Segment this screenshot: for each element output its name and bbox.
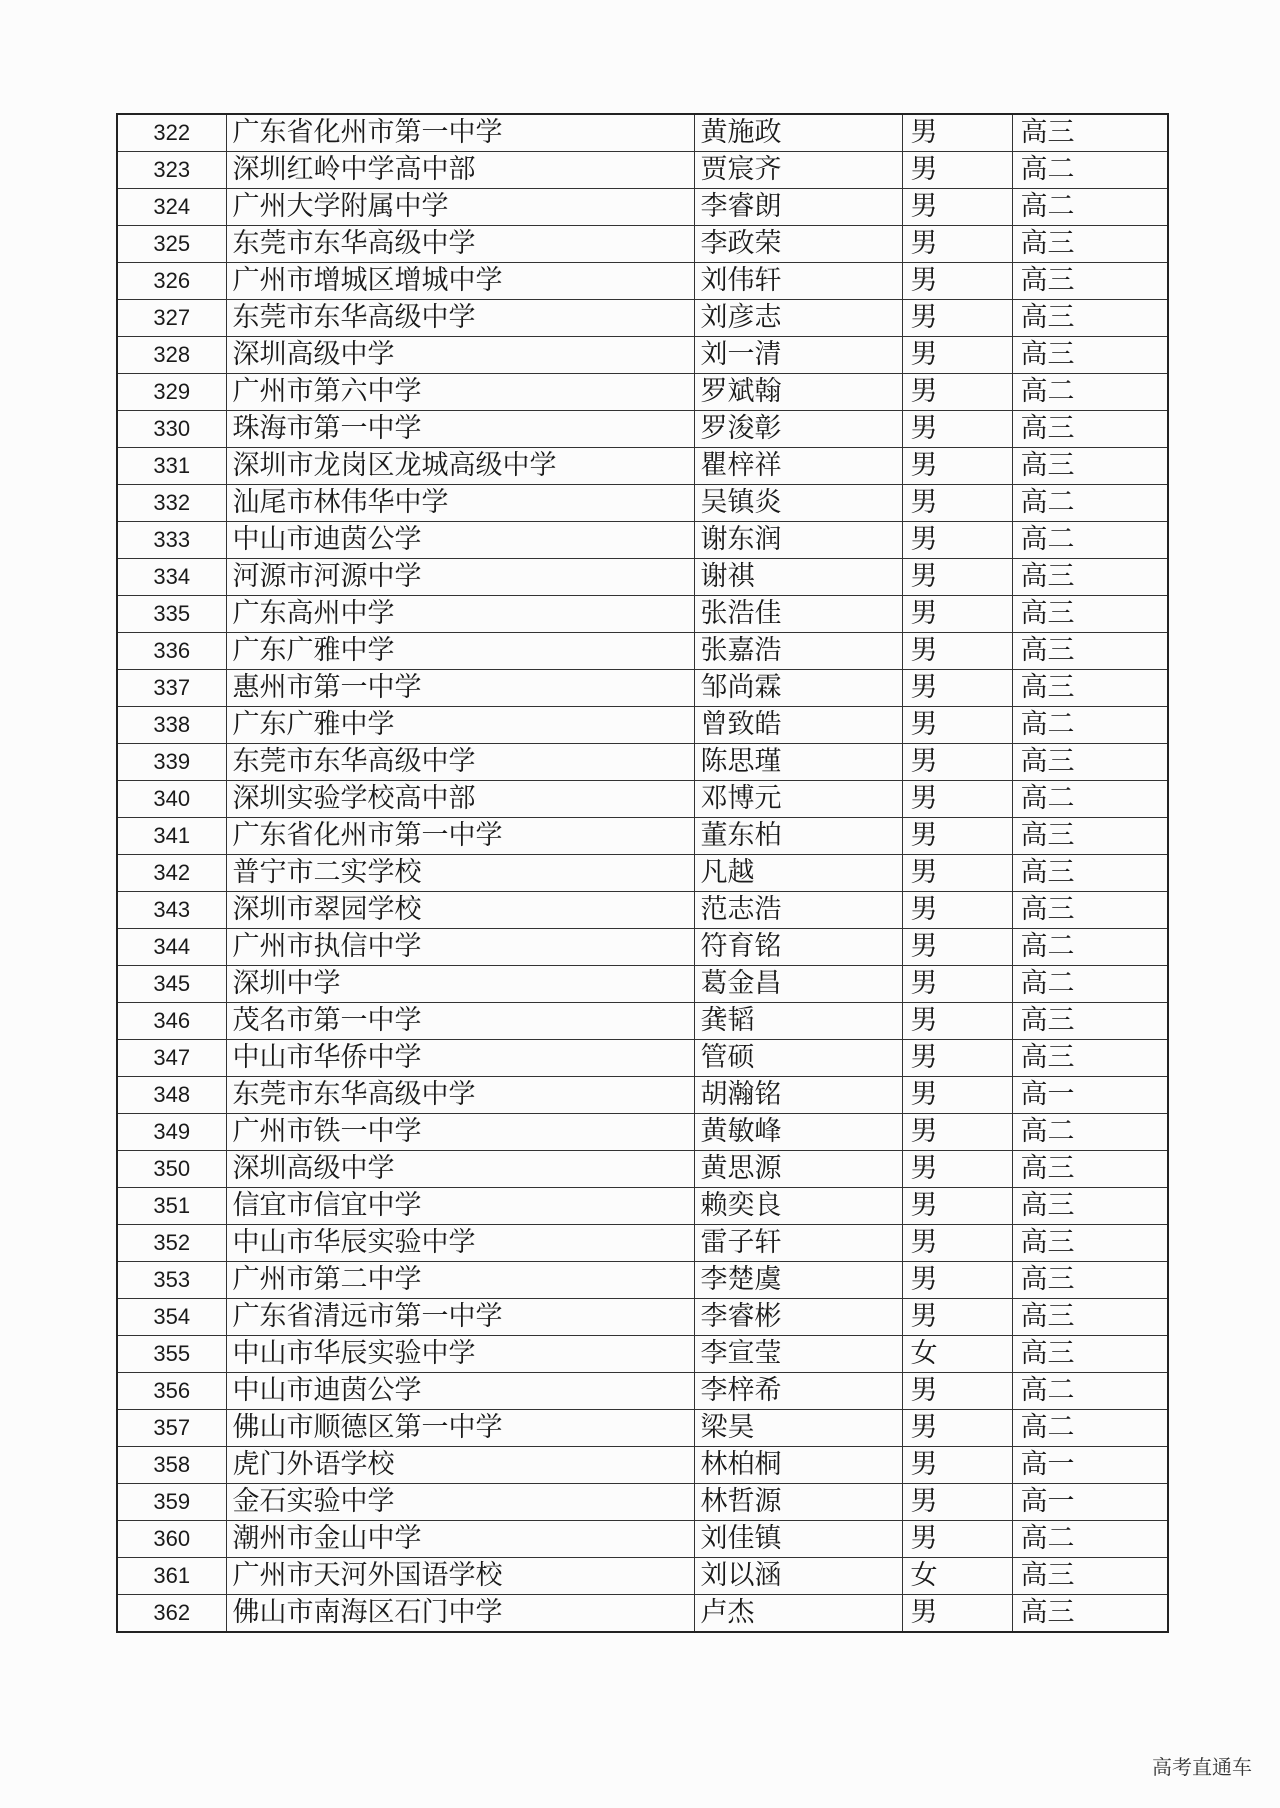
gender-cell: 男 — [902, 1595, 1012, 1633]
gender-cell: 女 — [902, 1336, 1012, 1373]
table-row — [117, 189, 1168, 226]
table-row — [117, 1262, 1168, 1299]
school-cell: 普宁市二实学校 — [226, 855, 694, 892]
roster-rows — [117, 114, 1168, 1632]
gender-cell: 男 — [902, 226, 1012, 263]
gender-cell: 男 — [902, 411, 1012, 448]
row-number: 339 — [117, 744, 226, 781]
school-cell: 中山市华辰实验中学 — [226, 1336, 694, 1373]
gender-cell: 男 — [902, 1077, 1012, 1114]
row-number: 359 — [117, 1484, 226, 1521]
grade-cell: 高三 — [1012, 114, 1168, 152]
gender-cell: 男 — [902, 966, 1012, 1003]
school-cell: 佛山市顺德区第一中学 — [226, 1410, 694, 1447]
school-cell: 广东省化州市第一中学 — [226, 114, 694, 152]
school-cell: 虎门外语学校 — [226, 1447, 694, 1484]
row-number: 350 — [117, 1151, 226, 1188]
gender-cell: 男 — [902, 559, 1012, 596]
student-name-cell: 黄思源 — [694, 1151, 902, 1188]
table-row — [117, 226, 1168, 263]
gender-cell: 男 — [902, 1188, 1012, 1225]
table-row — [117, 1336, 1168, 1373]
grade-cell: 高二 — [1012, 374, 1168, 411]
student-name-cell: 谢祺 — [694, 559, 902, 596]
grade-cell: 高二 — [1012, 485, 1168, 522]
student-name-cell: 张浩佳 — [694, 596, 902, 633]
row-number: 329 — [117, 374, 226, 411]
row-number: 340 — [117, 781, 226, 818]
student-name-cell: 林哲源 — [694, 1484, 902, 1521]
row-number: 341 — [117, 818, 226, 855]
grade-cell: 高三 — [1012, 448, 1168, 485]
row-number: 343 — [117, 892, 226, 929]
table-row — [117, 633, 1168, 670]
row-number: 336 — [117, 633, 226, 670]
student-name-cell: 董东柏 — [694, 818, 902, 855]
school-cell: 东莞市东华高级中学 — [226, 300, 694, 337]
grade-cell: 高二 — [1012, 1410, 1168, 1447]
grade-cell: 高三 — [1012, 670, 1168, 707]
school-cell: 东莞市东华高级中学 — [226, 226, 694, 263]
grade-cell: 高一 — [1012, 1447, 1168, 1484]
grade-cell: 高二 — [1012, 966, 1168, 1003]
student-name-cell: 雷子轩 — [694, 1225, 902, 1262]
gender-cell: 男 — [902, 1447, 1012, 1484]
table-row — [117, 855, 1168, 892]
table-row — [117, 1521, 1168, 1558]
row-number: 323 — [117, 152, 226, 189]
table-row — [117, 1299, 1168, 1336]
grade-cell: 高二 — [1012, 189, 1168, 226]
row-number: 346 — [117, 1003, 226, 1040]
grade-cell: 高三 — [1012, 300, 1168, 337]
student-name-cell: 曾致皓 — [694, 707, 902, 744]
school-cell: 中山市迪茵公学 — [226, 522, 694, 559]
student-name-cell: 罗浚彰 — [694, 411, 902, 448]
table-row — [117, 522, 1168, 559]
watermark-text: 高考直通车 — [1152, 1755, 1252, 1779]
gender-cell: 男 — [902, 892, 1012, 929]
gender-cell: 男 — [902, 855, 1012, 892]
gender-cell: 男 — [902, 1040, 1012, 1077]
row-number: 354 — [117, 1299, 226, 1336]
gender-cell: 男 — [902, 633, 1012, 670]
student-name-cell: 李梓希 — [694, 1373, 902, 1410]
school-cell: 深圳高级中学 — [226, 1151, 694, 1188]
table-row — [117, 1114, 1168, 1151]
student-name-cell: 李睿彬 — [694, 1299, 902, 1336]
grade-cell: 高三 — [1012, 1299, 1168, 1336]
table-row — [117, 300, 1168, 337]
row-number: 352 — [117, 1225, 226, 1262]
row-number: 333 — [117, 522, 226, 559]
row-number: 361 — [117, 1558, 226, 1595]
grade-cell: 高三 — [1012, 1003, 1168, 1040]
gender-cell: 男 — [902, 448, 1012, 485]
student-name-cell: 瞿梓祥 — [694, 448, 902, 485]
school-cell: 茂名市第一中学 — [226, 1003, 694, 1040]
gender-cell: 男 — [902, 1521, 1012, 1558]
table-row — [117, 744, 1168, 781]
row-number: 360 — [117, 1521, 226, 1558]
grade-cell: 高三 — [1012, 1225, 1168, 1262]
table-row — [117, 1595, 1168, 1633]
school-cell: 潮州市金山中学 — [226, 1521, 694, 1558]
school-cell: 广东广雅中学 — [226, 633, 694, 670]
school-cell: 广州市增城区增城中学 — [226, 263, 694, 300]
school-cell: 深圳市龙岗区龙城高级中学 — [226, 448, 694, 485]
row-number: 338 — [117, 707, 226, 744]
table-row — [117, 1077, 1168, 1114]
gender-cell: 男 — [902, 485, 1012, 522]
school-cell: 深圳实验学校高中部 — [226, 781, 694, 818]
school-cell: 珠海市第一中学 — [226, 411, 694, 448]
gender-cell: 男 — [902, 596, 1012, 633]
gender-cell: 男 — [902, 929, 1012, 966]
school-cell: 惠州市第一中学 — [226, 670, 694, 707]
row-number: 327 — [117, 300, 226, 337]
student-roster-table — [116, 113, 1169, 1633]
grade-cell: 高三 — [1012, 1262, 1168, 1299]
gender-cell: 男 — [902, 1114, 1012, 1151]
school-cell: 广东广雅中学 — [226, 707, 694, 744]
gender-cell: 男 — [902, 1262, 1012, 1299]
grade-cell: 高三 — [1012, 337, 1168, 374]
grade-cell: 高三 — [1012, 1558, 1168, 1595]
row-number: 332 — [117, 485, 226, 522]
gender-cell: 男 — [902, 1299, 1012, 1336]
gender-cell: 男 — [902, 263, 1012, 300]
row-number: 322 — [117, 114, 226, 152]
row-number: 355 — [117, 1336, 226, 1373]
grade-cell: 高二 — [1012, 929, 1168, 966]
gender-cell: 男 — [902, 707, 1012, 744]
student-name-cell: 李宣莹 — [694, 1336, 902, 1373]
school-cell: 深圳红岭中学高中部 — [226, 152, 694, 189]
gender-cell: 男 — [902, 1484, 1012, 1521]
table-row — [117, 1003, 1168, 1040]
table-row — [117, 1410, 1168, 1447]
school-cell: 佛山市南海区石门中学 — [226, 1595, 694, 1633]
gender-cell: 男 — [902, 744, 1012, 781]
student-name-cell: 刘佳镇 — [694, 1521, 902, 1558]
row-number: 325 — [117, 226, 226, 263]
student-name-cell: 胡瀚铭 — [694, 1077, 902, 1114]
student-name-cell: 刘伟轩 — [694, 263, 902, 300]
student-name-cell: 张嘉浩 — [694, 633, 902, 670]
gender-cell: 男 — [902, 114, 1012, 152]
table-row — [117, 818, 1168, 855]
row-number: 349 — [117, 1114, 226, 1151]
table-row — [117, 966, 1168, 1003]
gender-cell: 男 — [902, 1225, 1012, 1262]
row-number: 330 — [117, 411, 226, 448]
student-name-cell: 黄敏峰 — [694, 1114, 902, 1151]
table-row — [117, 374, 1168, 411]
school-cell: 深圳市翠园学校 — [226, 892, 694, 929]
row-number: 353 — [117, 1262, 226, 1299]
row-number: 344 — [117, 929, 226, 966]
student-name-cell: 贾宸齐 — [694, 152, 902, 189]
grade-cell: 高三 — [1012, 1336, 1168, 1373]
school-cell: 广州市第二中学 — [226, 1262, 694, 1299]
grade-cell: 高三 — [1012, 892, 1168, 929]
school-cell: 东莞市东华高级中学 — [226, 744, 694, 781]
row-number: 348 — [117, 1077, 226, 1114]
student-name-cell: 邹尚霖 — [694, 670, 902, 707]
grade-cell: 高三 — [1012, 633, 1168, 670]
student-name-cell: 刘彦志 — [694, 300, 902, 337]
table-row — [117, 1447, 1168, 1484]
school-cell: 汕尾市林伟华中学 — [226, 485, 694, 522]
table-row — [117, 337, 1168, 374]
table-row — [117, 152, 1168, 189]
student-name-cell: 林柏桐 — [694, 1447, 902, 1484]
gender-cell: 男 — [902, 818, 1012, 855]
school-cell: 东莞市东华高级中学 — [226, 1077, 694, 1114]
grade-cell: 高三 — [1012, 226, 1168, 263]
table-row — [117, 1040, 1168, 1077]
gender-cell: 男 — [902, 374, 1012, 411]
gender-cell: 男 — [902, 522, 1012, 559]
student-name-cell: 范志浩 — [694, 892, 902, 929]
grade-cell: 高二 — [1012, 152, 1168, 189]
school-cell: 深圳高级中学 — [226, 337, 694, 374]
school-cell: 广州市第六中学 — [226, 374, 694, 411]
row-number: 337 — [117, 670, 226, 707]
gender-cell: 男 — [902, 189, 1012, 226]
school-cell: 中山市迪茵公学 — [226, 1373, 694, 1410]
grade-cell: 高三 — [1012, 1151, 1168, 1188]
school-cell: 深圳中学 — [226, 966, 694, 1003]
row-number: 357 — [117, 1410, 226, 1447]
student-name-cell: 管硕 — [694, 1040, 902, 1077]
grade-cell: 高一 — [1012, 1077, 1168, 1114]
student-name-cell: 刘一清 — [694, 337, 902, 374]
student-name-cell: 罗斌翰 — [694, 374, 902, 411]
gender-cell: 男 — [902, 1151, 1012, 1188]
school-cell: 金石实验中学 — [226, 1484, 694, 1521]
student-name-cell: 卢杰 — [694, 1595, 902, 1633]
grade-cell: 高三 — [1012, 855, 1168, 892]
table-row — [117, 1225, 1168, 1262]
grade-cell: 高三 — [1012, 263, 1168, 300]
student-name-cell: 邓博元 — [694, 781, 902, 818]
row-number: 334 — [117, 559, 226, 596]
gender-cell: 男 — [902, 152, 1012, 189]
row-number: 335 — [117, 596, 226, 633]
table-row — [117, 263, 1168, 300]
grade-cell: 高三 — [1012, 596, 1168, 633]
student-name-cell: 梁昊 — [694, 1410, 902, 1447]
table-row — [117, 781, 1168, 818]
gender-cell: 男 — [902, 670, 1012, 707]
student-name-cell: 吴镇炎 — [694, 485, 902, 522]
gender-cell: 男 — [902, 1373, 1012, 1410]
school-cell: 河源市河源中学 — [226, 559, 694, 596]
grade-cell: 高三 — [1012, 411, 1168, 448]
school-cell: 广东省化州市第一中学 — [226, 818, 694, 855]
school-cell: 广州市执信中学 — [226, 929, 694, 966]
school-cell: 广州大学附属中学 — [226, 189, 694, 226]
row-number: 347 — [117, 1040, 226, 1077]
gender-cell: 男 — [902, 300, 1012, 337]
grade-cell: 高三 — [1012, 1040, 1168, 1077]
student-name-cell: 陈思瑾 — [694, 744, 902, 781]
table-row — [117, 114, 1168, 152]
table-row — [117, 929, 1168, 966]
row-number: 326 — [117, 263, 226, 300]
grade-cell: 高三 — [1012, 1595, 1168, 1633]
gender-cell: 女 — [902, 1558, 1012, 1595]
table-row — [117, 1188, 1168, 1225]
row-number: 342 — [117, 855, 226, 892]
grade-cell: 高二 — [1012, 1114, 1168, 1151]
row-number: 331 — [117, 448, 226, 485]
grade-cell: 高三 — [1012, 559, 1168, 596]
school-cell: 广州市天河外国语学校 — [226, 1558, 694, 1595]
student-name-cell: 李政荣 — [694, 226, 902, 263]
table-row — [117, 1558, 1168, 1595]
grade-cell: 高三 — [1012, 818, 1168, 855]
table-row — [117, 892, 1168, 929]
row-number: 358 — [117, 1447, 226, 1484]
row-number: 328 — [117, 337, 226, 374]
table-row — [117, 1151, 1168, 1188]
gender-cell: 男 — [902, 781, 1012, 818]
table-row — [117, 485, 1168, 522]
table-row — [117, 1484, 1168, 1521]
gender-cell: 男 — [902, 337, 1012, 374]
student-name-cell: 黄施政 — [694, 114, 902, 152]
table-row — [117, 411, 1168, 448]
grade-cell: 高二 — [1012, 1521, 1168, 1558]
table-row — [117, 448, 1168, 485]
grade-cell: 高二 — [1012, 781, 1168, 818]
roster-sheet — [116, 113, 1167, 1633]
row-number: 345 — [117, 966, 226, 1003]
table-row — [117, 559, 1168, 596]
table-row — [117, 596, 1168, 633]
school-cell: 中山市华侨中学 — [226, 1040, 694, 1077]
student-name-cell: 刘以涵 — [694, 1558, 902, 1595]
student-name-cell: 龚韬 — [694, 1003, 902, 1040]
grade-cell: 高二 — [1012, 707, 1168, 744]
school-cell: 广东省清远市第一中学 — [226, 1299, 694, 1336]
grade-cell: 高三 — [1012, 1188, 1168, 1225]
student-name-cell: 葛金昌 — [694, 966, 902, 1003]
school-cell: 信宜市信宜中学 — [226, 1188, 694, 1225]
table-row — [117, 670, 1168, 707]
school-cell: 中山市华辰实验中学 — [226, 1225, 694, 1262]
student-name-cell: 李楚虞 — [694, 1262, 902, 1299]
gender-cell: 男 — [902, 1003, 1012, 1040]
grade-cell: 高二 — [1012, 1373, 1168, 1410]
student-name-cell: 谢东润 — [694, 522, 902, 559]
table-row — [117, 707, 1168, 744]
gender-cell: 男 — [902, 1410, 1012, 1447]
student-name-cell: 李睿朗 — [694, 189, 902, 226]
student-name-cell: 符育铭 — [694, 929, 902, 966]
row-number: 362 — [117, 1595, 226, 1633]
student-name-cell: 赖奕良 — [694, 1188, 902, 1225]
table-row — [117, 1373, 1168, 1410]
row-number: 351 — [117, 1188, 226, 1225]
row-number: 356 — [117, 1373, 226, 1410]
row-number: 324 — [117, 189, 226, 226]
school-cell: 广东高州中学 — [226, 596, 694, 633]
grade-cell: 高三 — [1012, 744, 1168, 781]
grade-cell: 高一 — [1012, 1484, 1168, 1521]
school-cell: 广州市铁一中学 — [226, 1114, 694, 1151]
student-name-cell: 凡越 — [694, 855, 902, 892]
grade-cell: 高二 — [1012, 522, 1168, 559]
